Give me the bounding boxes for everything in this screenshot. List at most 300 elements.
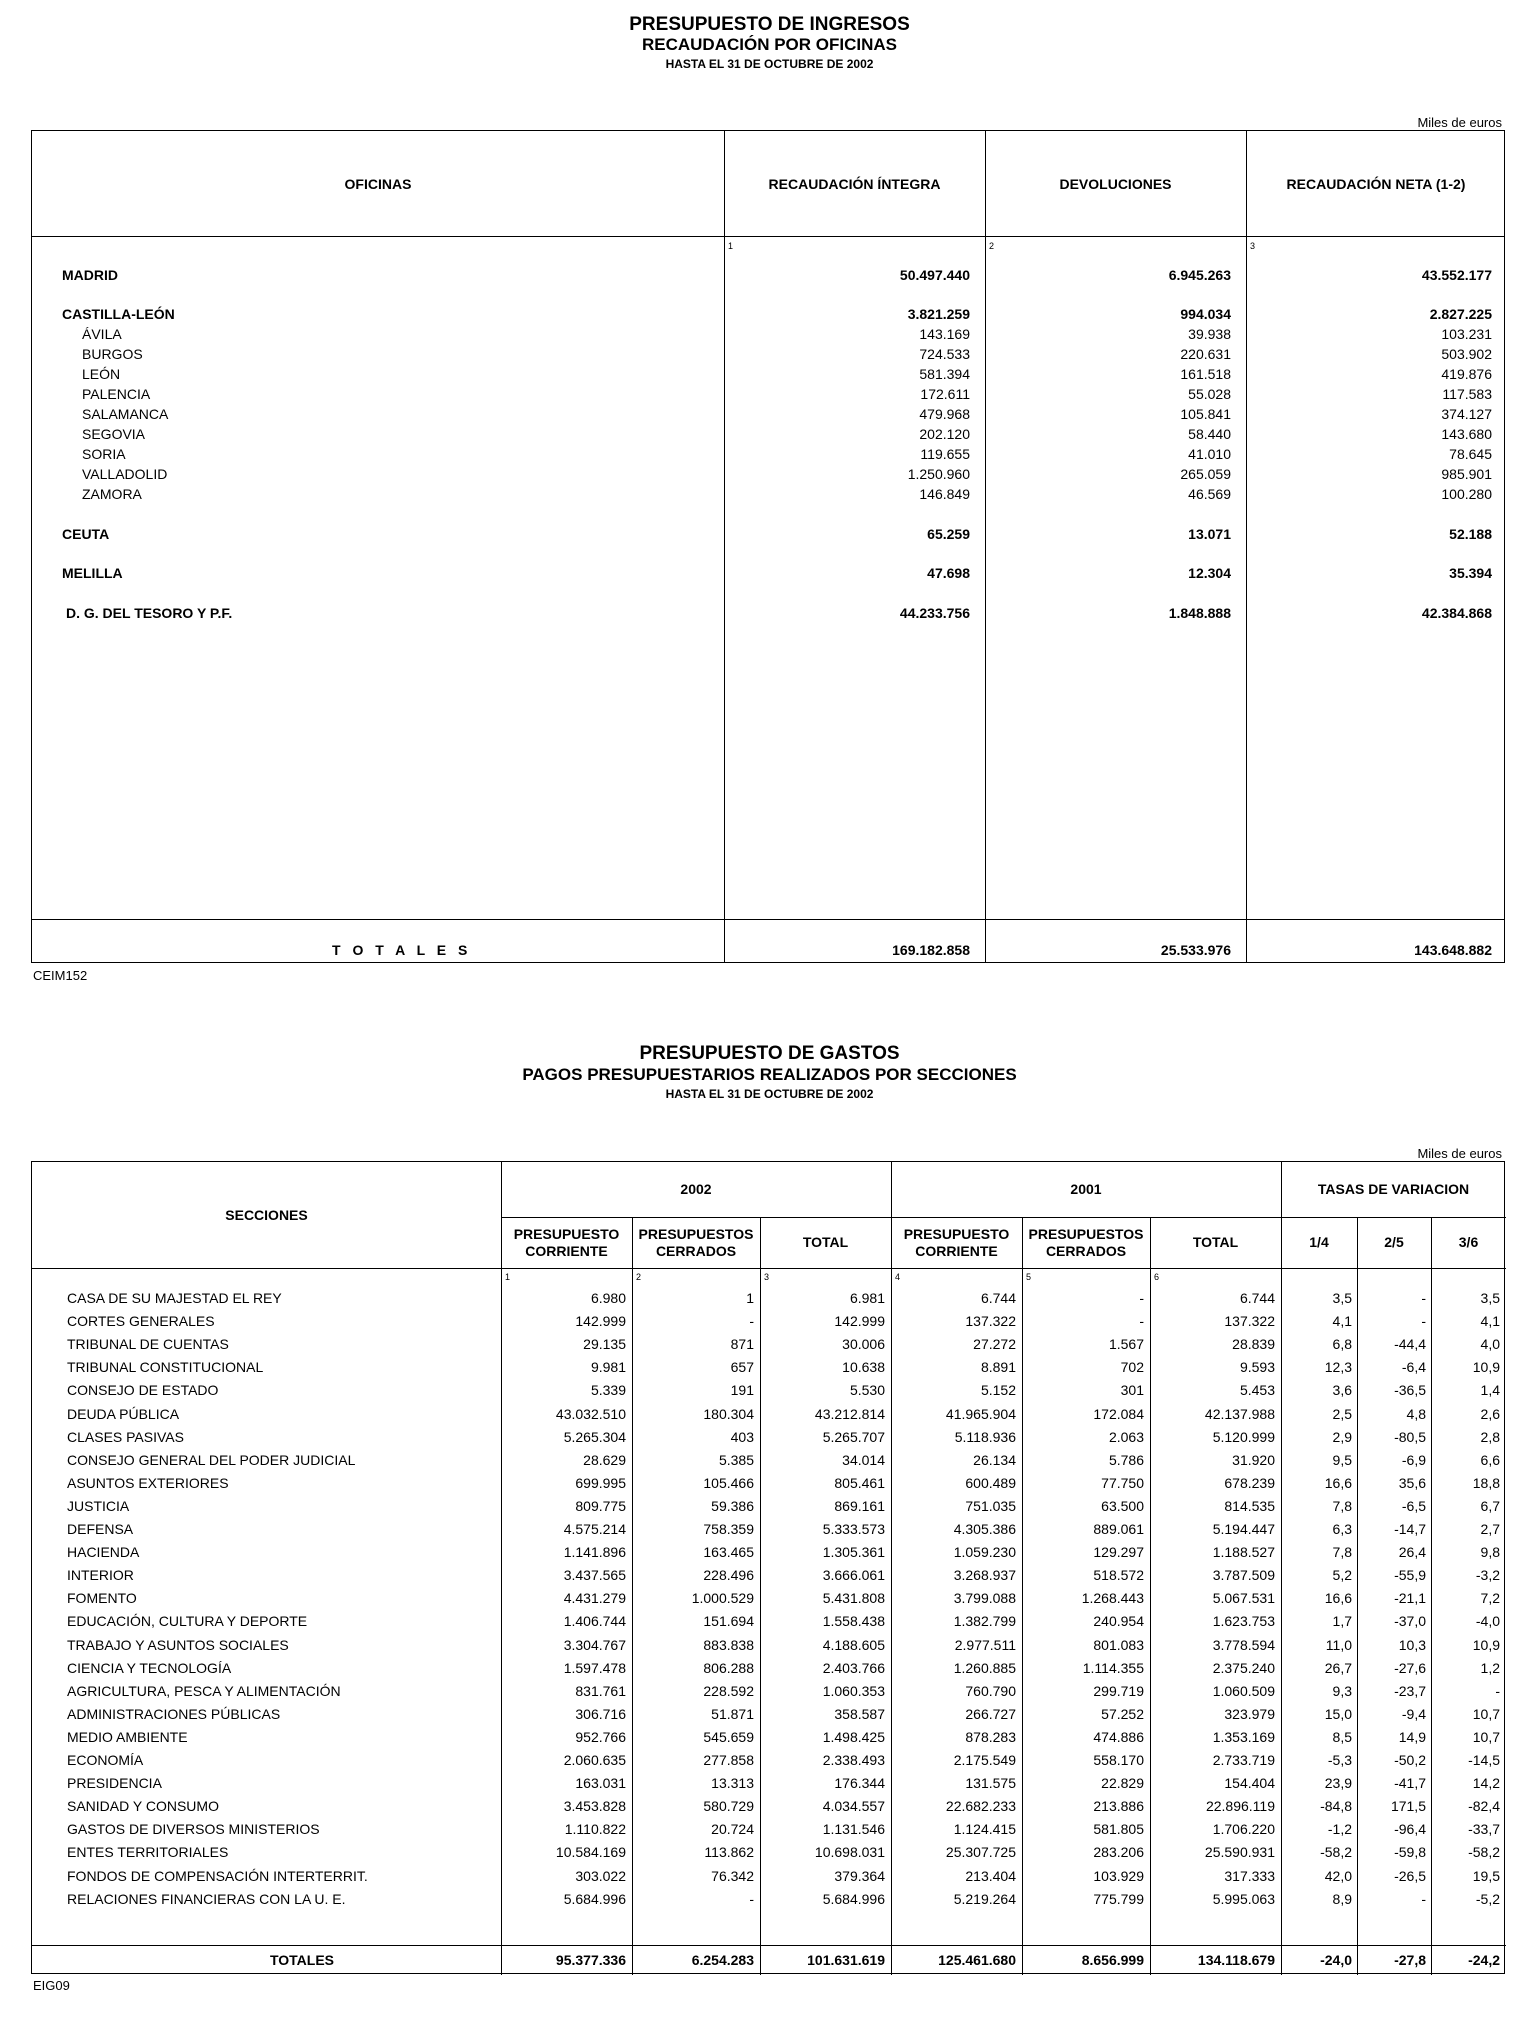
row-label: GASTOS DE DIVERSOS MINISTERIOS — [67, 1821, 320, 1838]
table-cell: 3.799.088 — [953, 1590, 1016, 1607]
table-cell: - — [749, 1313, 754, 1330]
cell-devoluciones: 105.841 — [1180, 406, 1231, 422]
total-cell: 134.118.679 — [1197, 1952, 1275, 1968]
table-cell: 2,8 — [1480, 1428, 1500, 1445]
table-cell: - — [1139, 1313, 1144, 1330]
table-row — [32, 1660, 1504, 1682]
table-cell: 4,1 — [1332, 1313, 1352, 1330]
table-cell: -26,5 — [1394, 1867, 1426, 1884]
table-cell: -4,0 — [1475, 1613, 1500, 1630]
table-cell: 5.067.531 — [1212, 1590, 1275, 1607]
table-cell: 751.035 — [965, 1497, 1016, 1514]
table-cell: 5.453 — [1239, 1382, 1275, 1399]
col-divider — [1246, 131, 1247, 962]
column-number: 1 — [505, 1272, 511, 1282]
table-cell: 176.344 — [834, 1775, 885, 1792]
table-cell: 5.194.447 — [1212, 1521, 1275, 1537]
table-row — [32, 326, 1504, 346]
table-cell: 871 — [730, 1336, 754, 1353]
gastos-unit: Miles de euros — [1417, 1146, 1502, 1161]
table-cell: 403 — [730, 1428, 754, 1445]
gastos-title: PRESUPUESTO DE GASTOS — [639, 1043, 900, 1064]
table-cell: 1,4 — [1480, 1382, 1500, 1399]
table-cell: 26.134 — [973, 1451, 1016, 1468]
row-label: CASA DE SU MAJESTAD EL REY — [67, 1290, 282, 1306]
table-cell: 5.265.707 — [822, 1428, 885, 1445]
table-cell: 474.886 — [1093, 1728, 1144, 1745]
table-cell: 3.778.594 — [1212, 1636, 1275, 1653]
row-label: TRIBUNAL CONSTITUCIONAL — [67, 1359, 264, 1376]
table-cell: 12,3 — [1324, 1359, 1352, 1376]
total-devoluciones: 25.533.976 — [1160, 942, 1231, 958]
table-cell: 5.152 — [980, 1382, 1016, 1399]
cell-recaudacion-neta: 35.394 — [1449, 565, 1492, 581]
table-cell: 5.385 — [718, 1451, 754, 1468]
table-cell: 4,8 — [1406, 1405, 1426, 1422]
table-cell: 16,6 — [1324, 1474, 1352, 1491]
table-cell: 306.716 — [575, 1705, 626, 1722]
cell-devoluciones: 6.945.263 — [1168, 267, 1231, 283]
table-cell: 758.359 — [703, 1521, 754, 1537]
table-cell: 545.659 — [703, 1728, 754, 1745]
table-cell: 1.060.509 — [1212, 1682, 1275, 1699]
table-cell: 4,0 — [1480, 1336, 1500, 1353]
table-cell: 4.034.557 — [822, 1798, 885, 1815]
table-cell: 213.404 — [965, 1867, 1016, 1884]
row-label: ÁVILA — [82, 326, 122, 342]
table-cell: 1.124.415 — [953, 1821, 1016, 1838]
cell-recaudacion-integra: 479.968 — [919, 406, 970, 422]
table-row — [32, 1729, 1504, 1751]
table-cell: 2,7 — [1480, 1521, 1500, 1537]
cell-recaudacion-neta: 419.876 — [1441, 366, 1492, 382]
ingresos-date: HASTA EL 31 DE OCTUBRE DE 2002 — [665, 57, 874, 71]
table-cell: 1,7 — [1332, 1613, 1352, 1630]
table-cell: - — [1139, 1290, 1144, 1306]
table-row — [32, 1821, 1504, 1843]
table-cell: 6,3 — [1332, 1521, 1352, 1537]
table-cell: -55,9 — [1394, 1567, 1426, 1584]
header-ratio-1-4: 1/4 — [1309, 1234, 1329, 1250]
table-cell: 15,0 — [1324, 1705, 1352, 1722]
table-cell: -27,6 — [1394, 1659, 1426, 1676]
table-row — [32, 1452, 1504, 1474]
table-cell: 228.592 — [703, 1682, 754, 1699]
header-2002: 2002 — [680, 1181, 712, 1197]
cell-recaudacion-integra: 50.497.440 — [899, 267, 970, 283]
cell-recaudacion-neta: 143.680 — [1441, 426, 1492, 442]
table-cell: 5.530 — [849, 1382, 885, 1399]
table-cell: -1,2 — [1327, 1821, 1352, 1838]
row-label: LEÓN — [82, 366, 121, 382]
table-cell: 303.022 — [575, 1867, 626, 1884]
table-cell: 1.498.425 — [822, 1728, 885, 1745]
table-cell: 1.558.438 — [822, 1613, 885, 1630]
table-cell: -21,1 — [1394, 1590, 1426, 1607]
table-cell: 22.829 — [1101, 1775, 1144, 1792]
cell-recaudacion-neta: 503.902 — [1441, 346, 1492, 362]
table-cell: 806.288 — [703, 1659, 754, 1676]
table-cell: 5.684.996 — [563, 1890, 626, 1907]
table-cell: 5.219.264 — [953, 1890, 1016, 1907]
table-cell: 878.283 — [965, 1728, 1016, 1745]
table-cell: 142.999 — [575, 1313, 626, 1330]
table-cell: 35,6 — [1398, 1474, 1426, 1491]
table-cell: 8,9 — [1332, 1890, 1352, 1907]
table-cell: 172.084 — [1093, 1405, 1144, 1422]
table-cell: 30.006 — [842, 1336, 885, 1353]
table-cell: 7,8 — [1332, 1544, 1352, 1561]
table-cell: 3.268.937 — [953, 1567, 1016, 1584]
table-cell: 2,5 — [1332, 1405, 1352, 1422]
table-cell: 2.338.493 — [822, 1752, 885, 1768]
table-cell: 2.060.635 — [563, 1752, 626, 1768]
cell-recaudacion-integra: 146.849 — [919, 486, 970, 502]
totals-row — [32, 1952, 1504, 1972]
table-row — [32, 1336, 1504, 1358]
cell-devoluciones: 994.034 — [1180, 306, 1231, 322]
ingresos-title: PRESUPUESTO DE INGRESOS — [629, 14, 910, 35]
table-row — [32, 1313, 1504, 1335]
cell-recaudacion-neta: 985.901 — [1441, 466, 1492, 482]
cell-devoluciones: 161.518 — [1180, 366, 1231, 382]
header-recaudacion-integra: RECAUDACIÓN ÍNTEGRA — [768, 175, 941, 192]
table-cell: 8.891 — [980, 1359, 1016, 1376]
table-row — [32, 1475, 1504, 1497]
ingresos-table — [31, 130, 1505, 963]
table-cell: 10.638 — [842, 1359, 885, 1376]
row-label: PRESIDENCIA — [67, 1775, 162, 1792]
table-cell: 29.135 — [583, 1336, 626, 1353]
row-label: DEFENSA — [67, 1521, 134, 1537]
total-cell: -27,8 — [1394, 1952, 1426, 1968]
table-row — [32, 605, 1504, 625]
column-number: 3 — [764, 1272, 770, 1282]
row-label: MELILLA — [62, 565, 123, 581]
totals-label: TOTALES — [269, 1952, 335, 1968]
table-cell: 4.305.386 — [953, 1521, 1016, 1537]
row-label: CORTES GENERALES — [67, 1313, 215, 1330]
table-row — [32, 1544, 1504, 1566]
table-cell: 775.799 — [1093, 1890, 1144, 1907]
cell-recaudacion-integra: 65.259 — [927, 526, 970, 542]
cell-recaudacion-neta: 42.384.868 — [1421, 605, 1492, 621]
table-cell: -9,4 — [1401, 1705, 1426, 1722]
table-cell: 105.466 — [703, 1474, 754, 1491]
table-row — [32, 1683, 1504, 1705]
table-cell: - — [1421, 1313, 1426, 1330]
row-label: ASUNTOS EXTERIORES — [67, 1474, 229, 1491]
table-cell: 814.535 — [1224, 1497, 1275, 1514]
total-cell: 95.377.336 — [555, 1952, 626, 1968]
table-row — [32, 267, 1504, 287]
total-recaudacion-neta: 143.648.882 — [1414, 942, 1492, 958]
table-cell: 1.260.885 — [953, 1659, 1016, 1676]
table-cell: 5.339 — [590, 1382, 626, 1399]
row-label: TRABAJO Y ASUNTOS SOCIALES — [67, 1636, 289, 1653]
table-cell: -6,5 — [1401, 1497, 1426, 1514]
table-cell: 42,0 — [1324, 1867, 1352, 1884]
table-cell: 1.353.169 — [1212, 1728, 1275, 1745]
table-cell: 76.342 — [711, 1867, 754, 1884]
table-row — [32, 386, 1504, 406]
col-divider — [724, 131, 725, 962]
table-cell: 151.694 — [703, 1613, 754, 1630]
table-cell: 3,6 — [1332, 1382, 1352, 1399]
table-cell: 1.623.753 — [1212, 1613, 1275, 1630]
table-row — [32, 1382, 1504, 1404]
table-cell: - — [1421, 1890, 1426, 1907]
header-2001: 2001 — [1070, 1181, 1102, 1197]
cell-devoluciones: 265.059 — [1180, 466, 1231, 482]
table-cell: 154.404 — [1224, 1775, 1275, 1792]
row-label: CONSEJO DE ESTADO — [67, 1382, 219, 1399]
table-cell: 7,8 — [1332, 1497, 1352, 1514]
totals-divider — [32, 1945, 1506, 1946]
table-cell: 869.161 — [834, 1497, 885, 1514]
table-cell: -6,4 — [1401, 1359, 1426, 1376]
table-cell: 323.979 — [1224, 1705, 1275, 1722]
table-cell: 1.114.355 — [1082, 1659, 1144, 1676]
table-row — [32, 426, 1504, 446]
table-cell: 6,7 — [1480, 1497, 1500, 1514]
cell-recaudacion-neta: 103.231 — [1441, 326, 1492, 342]
table-cell: 57.252 — [1101, 1705, 1144, 1722]
cell-recaudacion-neta: 117.583 — [1442, 386, 1492, 402]
column-number: 2 — [636, 1272, 642, 1282]
table-cell: 277.858 — [703, 1752, 754, 1768]
cell-devoluciones: 39.938 — [1188, 326, 1231, 342]
total-cell: 101.631.619 — [807, 1952, 885, 1968]
table-cell: 27.272 — [973, 1336, 1016, 1353]
table-cell: 1.131.546 — [822, 1821, 885, 1838]
cell-recaudacion-neta: 52.188 — [1449, 526, 1492, 542]
table-cell: 59.386 — [711, 1497, 754, 1514]
table-cell: -44,4 — [1394, 1336, 1426, 1353]
table-cell: 1.567 — [1108, 1336, 1144, 1353]
table-cell: 760.790 — [965, 1682, 1016, 1699]
table-row — [32, 1706, 1504, 1728]
row-label: CEUTA — [62, 526, 110, 542]
row-label: SORIA — [82, 446, 126, 462]
table-cell: 2.977.511 — [954, 1636, 1016, 1653]
table-row — [32, 366, 1504, 386]
table-cell: 889.061 — [1093, 1521, 1144, 1537]
table-cell: 5.995.063 — [1212, 1890, 1275, 1907]
table-cell: 137.322 — [965, 1313, 1016, 1330]
table-cell: 9,8 — [1480, 1544, 1500, 1561]
table-cell: 6.981 — [849, 1290, 885, 1306]
table-cell: 801.083 — [1093, 1636, 1144, 1653]
table-cell: 6,6 — [1480, 1451, 1500, 1468]
table-row — [32, 1868, 1504, 1890]
total-cell: -24,2 — [1468, 1952, 1500, 1968]
gastos-table — [31, 1161, 1505, 1974]
table-cell: 2.733.719 — [1212, 1752, 1275, 1768]
table-cell: 113.862 — [704, 1844, 754, 1861]
table-cell: 10,9 — [1472, 1359, 1500, 1376]
table-cell: 883.838 — [703, 1636, 754, 1653]
cell-recaudacion-neta: 100.280 — [1441, 486, 1492, 502]
table-cell: -80,5 — [1394, 1428, 1426, 1445]
total-cell: 8.656.999 — [1081, 1952, 1144, 1968]
table-cell: 358.587 — [834, 1705, 885, 1722]
table-cell: 1.382.799 — [953, 1613, 1016, 1630]
table-cell: 13.313 — [711, 1775, 754, 1792]
row-label: FOMENTO — [67, 1590, 137, 1607]
table-cell: 379.364 — [834, 1867, 885, 1884]
cell-devoluciones: 55.028 — [1188, 386, 1231, 402]
header-total-2002: TOTAL — [802, 1234, 849, 1250]
table-cell: 600.489 — [965, 1474, 1016, 1491]
table-cell: 3.437.565 — [563, 1567, 626, 1584]
table-cell: 1.141.896 — [563, 1544, 626, 1561]
cell-recaudacion-integra: 172.611 — [920, 386, 970, 402]
table-cell: -33,7 — [1468, 1821, 1500, 1838]
table-cell: - — [1495, 1682, 1500, 1699]
table-cell: 10,3 — [1398, 1636, 1426, 1653]
header-tasas: TASAS DE VARIACION — [1317, 1181, 1470, 1197]
table-cell: 317.333 — [1224, 1867, 1275, 1884]
cell-devoluciones: 41.010 — [1188, 446, 1231, 462]
row-label: ENTES TERRITORIALES — [67, 1844, 229, 1861]
header-presupuesto-corriente-2002: PRESUPUESTO CORRIENTE — [513, 1225, 620, 1259]
row-label: PALENCIA — [82, 386, 151, 402]
ingresos-unit: Miles de euros — [1417, 115, 1502, 130]
table-cell: 25.307.725 — [945, 1844, 1016, 1861]
table-cell: 4.188.605 — [822, 1636, 885, 1653]
gastos-date: HASTA EL 31 DE OCTUBRE DE 2002 — [665, 1087, 874, 1101]
row-label: DEUDA PÚBLICA — [67, 1405, 180, 1422]
table-cell: 10,9 — [1472, 1636, 1500, 1653]
row-label: CIENCIA Y TECNOLOGÍA — [67, 1659, 232, 1676]
row-label: SEGOVIA — [82, 426, 146, 442]
ingresos-footer: CEIM152 — [33, 968, 88, 983]
table-row — [32, 1637, 1504, 1659]
total-cell: -24,0 — [1320, 1952, 1352, 1968]
table-cell: 5,2 — [1332, 1567, 1352, 1584]
table-cell: -84,8 — [1320, 1798, 1352, 1815]
row-label: CASTILLA-LEÓN — [62, 306, 175, 322]
table-cell: 3,5 — [1480, 1290, 1500, 1306]
row-label: SANIDAD Y CONSUMO — [67, 1798, 219, 1815]
table-cell: 558.170 — [1093, 1752, 1144, 1768]
row-label: TRIBUNAL DE CUENTAS — [67, 1336, 229, 1353]
row-label: MEDIO AMBIENTE — [67, 1728, 188, 1745]
table-row — [32, 1891, 1504, 1913]
row-label: VALLADOLID — [82, 466, 168, 482]
table-cell: -36,5 — [1394, 1382, 1426, 1399]
header-devoluciones: DEVOLUCIONES — [1059, 175, 1172, 192]
table-cell: 678.239 — [1224, 1474, 1275, 1491]
table-cell: 266.727 — [965, 1705, 1016, 1722]
header-divider — [32, 1268, 1506, 1269]
table-cell: 1.188.527 — [1212, 1544, 1275, 1561]
table-cell: 9.981 — [590, 1359, 626, 1376]
table-cell: -6,9 — [1401, 1451, 1426, 1468]
table-cell: 41.965.904 — [945, 1405, 1016, 1422]
table-cell: 7,2 — [1480, 1590, 1500, 1607]
table-cell: -50,2 — [1394, 1752, 1426, 1768]
row-label: BURGOS — [82, 346, 143, 362]
table-cell: 6.744 — [1239, 1290, 1275, 1306]
table-cell: -59,8 — [1394, 1844, 1426, 1861]
column-number: 6 — [1154, 1272, 1160, 1282]
table-cell: 6,8 — [1332, 1336, 1352, 1353]
table-cell: -96,4 — [1394, 1821, 1426, 1838]
cell-recaudacion-integra: 47.698 — [927, 565, 970, 581]
table-row — [32, 406, 1504, 426]
table-row — [32, 346, 1504, 366]
row-label: ZAMORA — [82, 486, 142, 502]
table-cell: 63.500 — [1101, 1497, 1144, 1514]
table-cell: 28.629 — [583, 1451, 626, 1468]
table-cell: 518.572 — [1093, 1567, 1144, 1584]
table-cell: 1.110.822 — [564, 1821, 626, 1838]
table-cell: 1.597.478 — [563, 1659, 626, 1676]
column-number: 1 — [728, 241, 734, 251]
table-cell: 4,1 — [1480, 1313, 1500, 1330]
table-cell: 2.403.766 — [822, 1659, 885, 1676]
row-label: CONSEJO GENERAL DEL PODER JUDICIAL — [67, 1451, 356, 1468]
table-cell: 180.304 — [703, 1405, 754, 1422]
cell-recaudacion-neta: 43.552.177 — [1421, 267, 1492, 283]
cell-devoluciones: 220.631 — [1180, 346, 1231, 362]
table-cell: -3,2 — [1475, 1567, 1500, 1584]
header-oficinas: OFICINAS — [344, 175, 412, 192]
table-cell: 14,9 — [1398, 1728, 1426, 1745]
gastos-footer: EIG09 — [33, 1978, 70, 1993]
table-cell: 805.461 — [834, 1474, 885, 1491]
table-cell: 6.744 — [980, 1290, 1016, 1306]
header-divider — [32, 236, 1504, 237]
table-cell: 137.322 — [1224, 1313, 1275, 1330]
ingresos-subtitle: RECAUDACIÓN POR OFICINAS — [641, 35, 897, 54]
table-cell: 2.175.549 — [953, 1752, 1016, 1768]
cell-recaudacion-integra: 581.394 — [919, 366, 970, 382]
table-cell: 299.719 — [1093, 1682, 1144, 1699]
table-row — [32, 1429, 1504, 1451]
row-label: D. G. DEL TESORO Y P.F. — [66, 605, 233, 621]
row-label: RELACIONES FINANCIERAS CON LA U. E. — [67, 1890, 346, 1907]
table-cell: 5.684.996 — [822, 1890, 885, 1907]
table-row — [32, 486, 1504, 506]
header-ratio-2-5: 2/5 — [1384, 1234, 1404, 1250]
table-cell: 18,8 — [1472, 1474, 1500, 1491]
table-cell: 103.929 — [1093, 1867, 1144, 1884]
row-label: EDUCACIÓN, CULTURA Y DEPORTE — [67, 1613, 308, 1630]
table-cell: -23,7 — [1394, 1682, 1426, 1699]
table-row — [32, 306, 1504, 326]
table-cell: 240.954 — [1093, 1613, 1144, 1630]
col-divider — [985, 131, 986, 962]
table-cell: 5.786 — [1108, 1451, 1144, 1468]
table-cell: 10.584.169 — [555, 1844, 626, 1861]
table-cell: 10.698.031 — [814, 1844, 885, 1861]
table-cell: 142.999 — [834, 1313, 885, 1330]
table-row — [32, 565, 1504, 585]
table-cell: 19,5 — [1472, 1867, 1500, 1884]
table-cell: 5.265.304 — [563, 1428, 626, 1445]
table-cell: -41,7 — [1394, 1775, 1426, 1792]
table-row — [32, 526, 1504, 546]
total-cell: 6.254.283 — [691, 1952, 754, 1968]
table-cell: -82,4 — [1468, 1798, 1500, 1815]
row-label: MADRID — [62, 267, 118, 283]
table-cell: 171,5 — [1390, 1798, 1426, 1815]
cell-recaudacion-neta: 374.127 — [1441, 406, 1492, 422]
table-cell: 2.063 — [1108, 1428, 1144, 1445]
